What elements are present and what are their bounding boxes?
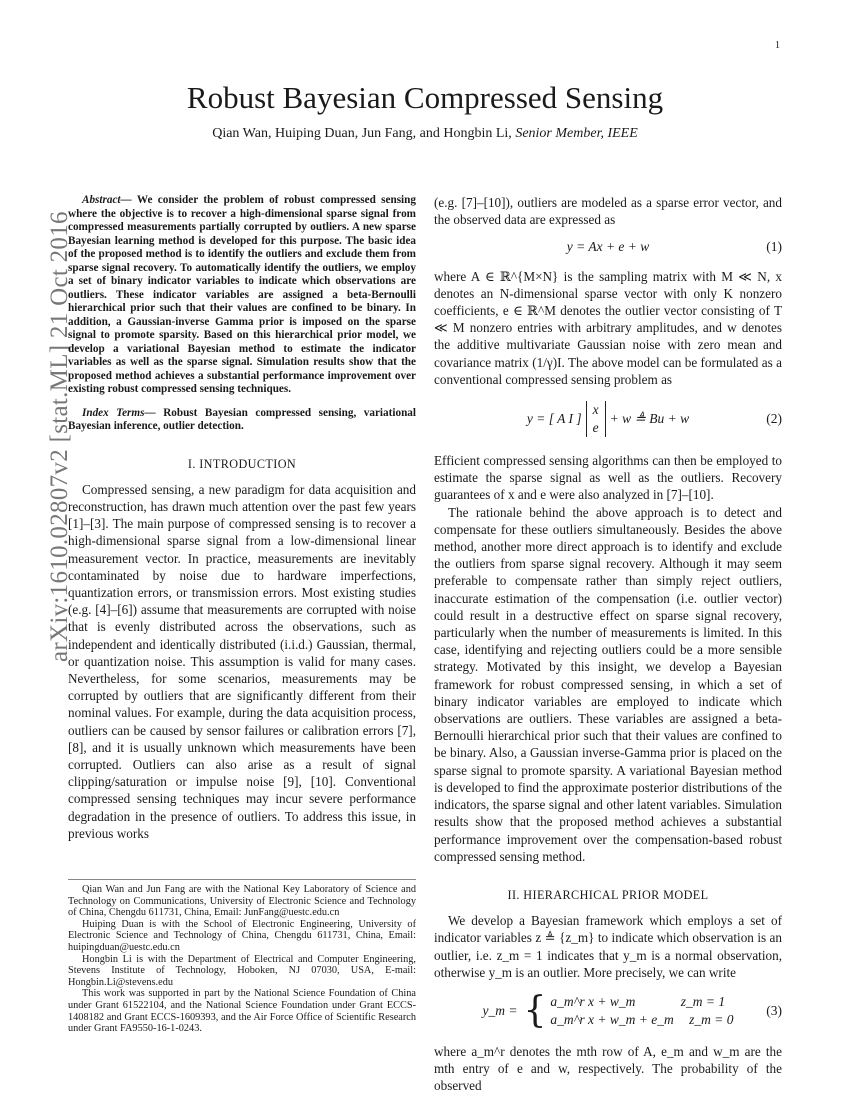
paragraph-recovery: Efficient compressed sensing algorithms can then be employed to estimate the sparse signal as well as the outliers. Recovery guarantees of x and e were also analyzed in [7]–[10].	[434, 453, 782, 503]
equation-2-left: y = [ A I ]	[526, 411, 582, 427]
equation-1	[434, 238, 782, 255]
equation-3-brace: {	[523, 990, 547, 1032]
paragraph-rationale: The rationale behind the above approach is to detect and compensate for these outliers simultaneously. Besides the above method, another more direct approach is to identify and exclude the outliers from sparse signal recovery. Although it may seem preferable to compensate rather than simply reject outliers, inaccurate estimation of the compensation (i.e. outlier vector) could result in a destructive effect on sparse signal recovery, particularly when the number of measurements is limited. In this case, identifying and rejecting outliers could be a more sensible strategy. Motivated by this insight, we develop a Bayesian framework for robust compressed sensing, in which a set of binary indicator variables are employed to indicate which observations are outliers. These variables are assigned a beta-Bernoulli hierarchical prior such that their values are confined to be binary. Also, a Gaussian inverse-Gamma prior is placed on the sparse signal to promote sparsity. A variational Bayesian method is developed to find the approximate posterior distributions of the indicators, the sparse signal and other latent variables. Simulation results show that the proposed method achieves a substantial performance improvement over the compensation-based robust compressed sensing method.	[434, 504, 782, 864]
author-names: Qian Wan, Huiping Duan, Jun Fang, and Hongbin Li,	[212, 126, 512, 141]
abstract	[68, 194, 416, 397]
author-line	[0, 126, 850, 142]
equation-3-lhs: y_m =	[482, 1003, 518, 1019]
equation-3-condition-1: z_m = 1	[680, 993, 726, 1009]
equation-2-vector	[586, 401, 606, 437]
equation-3-row-2	[550, 1011, 733, 1029]
index-terms-text: Robust Bayesian compressed sensing, variational Bayesian inference, outlier detection.	[68, 406, 416, 432]
index-terms-label: Index Terms—	[82, 406, 156, 419]
equation-1-number: (1)	[766, 239, 782, 255]
equation-3	[434, 991, 782, 1031]
paragraph-model-definition: where A ∈ ℝ^{M×N} is the sampling matrix with M ≪ N, x denotes an N-dimensional sparse vector with only K nonzero coefficients, e ∈ ℝ^M denotes the outlier vector consisting of T ≪ M nonzero entries with arbitrary amplitudes, and w denotes the additive multivariate Gaussian noise with zero mean and covariance matrix (1/γ)I. The above model can be formulated as a conventional compressed sensing problem as	[434, 268, 782, 387]
equation-3-rows	[550, 993, 733, 1029]
footnote-affiliation-1: Qian Wan and Jun Fang are with the National Key Laboratory of Science and Technology on Communications, University of Electronic Science and Technology of China, Chengdu 611731, China, Email: JunFang@uestc.edu.cn	[68, 884, 416, 919]
equation-1-body: y = Ax + e + w	[566, 239, 650, 255]
section-heading-prior-model: II. HIERARCHICAL PRIOR MODEL	[507, 887, 709, 902]
paper-title: Robust Bayesian Compressed Sensing	[186, 80, 664, 115]
equation-3-case-2: a_m^r x + w_m + e_m	[550, 1011, 674, 1027]
index-terms	[68, 407, 416, 434]
paragraph-framework: We develop a Bayesian framework which employs a set of indicator variables z ≜ {z_m} to indicate which observation is an outlier, i.e. z_m = 1 indicates that y_m is a normal observation, otherwise y_m is an outlier. More precisely, we can write	[434, 913, 782, 980]
equation-2-right: + w ≜ Bu + w	[609, 411, 690, 427]
equation-2-number: (2)	[766, 411, 782, 427]
paragraph-observation-probability: where a_m^r denotes the mth row of A, e_m and w_m are the mth entry of e and w, respectively. The probability of the observed	[434, 1043, 782, 1094]
author-suffix: Senior Member, IEEE	[515, 126, 638, 141]
left-column	[68, 194, 416, 842]
section-heading-introduction: I. INTRODUCTION	[187, 456, 297, 471]
arxiv-stamp-text: arXiv:1610.02807v2 [stat.ML] 21 Oct 2016	[46, 211, 73, 662]
arxiv-stamp	[28, 211, 73, 662]
equation-3-number: (3)	[766, 1003, 782, 1019]
equation-3-cases	[482, 990, 734, 1032]
equation-2-vector-top: x	[592, 402, 599, 418]
abstract-label: Abstract—	[82, 194, 132, 206]
equation-3-row-1	[550, 993, 733, 1011]
footnote-affiliation-3: Hongbin Li is with the Department of Electrical and Computer Engineering, Stevens Institute of Technology, Hoboken, NJ 07030, USA, E-mail: Hongbin.Li@stevens.edu	[68, 953, 416, 988]
right-column	[434, 194, 782, 1095]
footnote-affiliation-2: Huiping Duan is with the School of Electronic Engineering, University of Electronic Science and Technology of China, Chengdu 611731, China, Email: huipingduan@uestc.edu.cn	[68, 918, 416, 953]
intro-paragraph: Compressed sensing, a new paradigm for data acquisition and reconstruction, has drawn much attention over the past few years [1]–[3]. The main purpose of compressed sensing is to recover a high-dimensional sparse signal from a low-dimensional linear measurement vector. In practice, measurements are inevitably contaminated by noise due to hardware imperfections, quantization errors, or transmission errors. Most existing studies (e.g. [4]–[6]) assume that measurements are corrupted with noise that is evenly distributed across the observations, such as independent and identically distributed (i.i.d.) Gaussian, thermal, or quantization noise. This assumption is valid for many cases. Nevertheless, for some scenarios, measurements may be corrupted by outliers that are significantly different from their nominal values. For example, during the data acquisition process, outliers can be caused by sensor failures or calibration errors [7], [8], and it is usually unknown which measurements have been corrupted. Outliers can also arise as a result of signal clipping/saturation or impulse noise [9], [10]. Conventional compressed sensing techniques may incur severe performance degradation in the presence of outliers. To address this issue, in previous works	[68, 481, 416, 841]
footnote-funding: This work was supported in part by the National Science Foundation of China under Grant 61522104, and the National Science Foundation under Grant ECCS-1408182 and Grant ECCS-1609393, and the Air Force Office of Scientific Research under Grant FA9550-16-1-0243.	[68, 988, 416, 1035]
paragraph-continuation: (e.g. [7]–[10]), outliers are modeled as a sparse error vector, and the observed data are expressed as	[434, 195, 782, 228]
equation-3-case-1: a_m^r x + w_m	[550, 993, 636, 1009]
footnotes	[68, 879, 416, 1035]
page-number: 1	[775, 40, 780, 51]
abstract-text: We consider the problem of robust compressed sensing where the objective is to recover a high-dimensional sparse signal from compressed measurements partially corrupted by outliers. A new sparse Bayesian learning method is developed for this purpose. The basic idea of the proposed method is to identify the outliers and exclude them from sparse signal recovery. To automatically identify the outliers, we employ a set of binary indicator variables to indicate which observations are outliers. These indicator variables are assigned a beta-Bernoulli hierarchical prior such that their values are confined to be binary. In addition, a Gaussian-inverse Gamma prior is imposed on the sparse signal to promote sparsity. Based on this hierarchical prior model, we develop a variational Bayesian method to estimate the indicator variables as well as the sparse signal. Simulation results show that the proposed method achieves a substantial performance improvement over existing robust compressed sensing techniques.	[68, 194, 416, 395]
equation-2-vector-bottom: e	[592, 420, 599, 436]
equation-3-condition-2: z_m = 0	[689, 1011, 734, 1027]
equation-2	[434, 398, 782, 440]
